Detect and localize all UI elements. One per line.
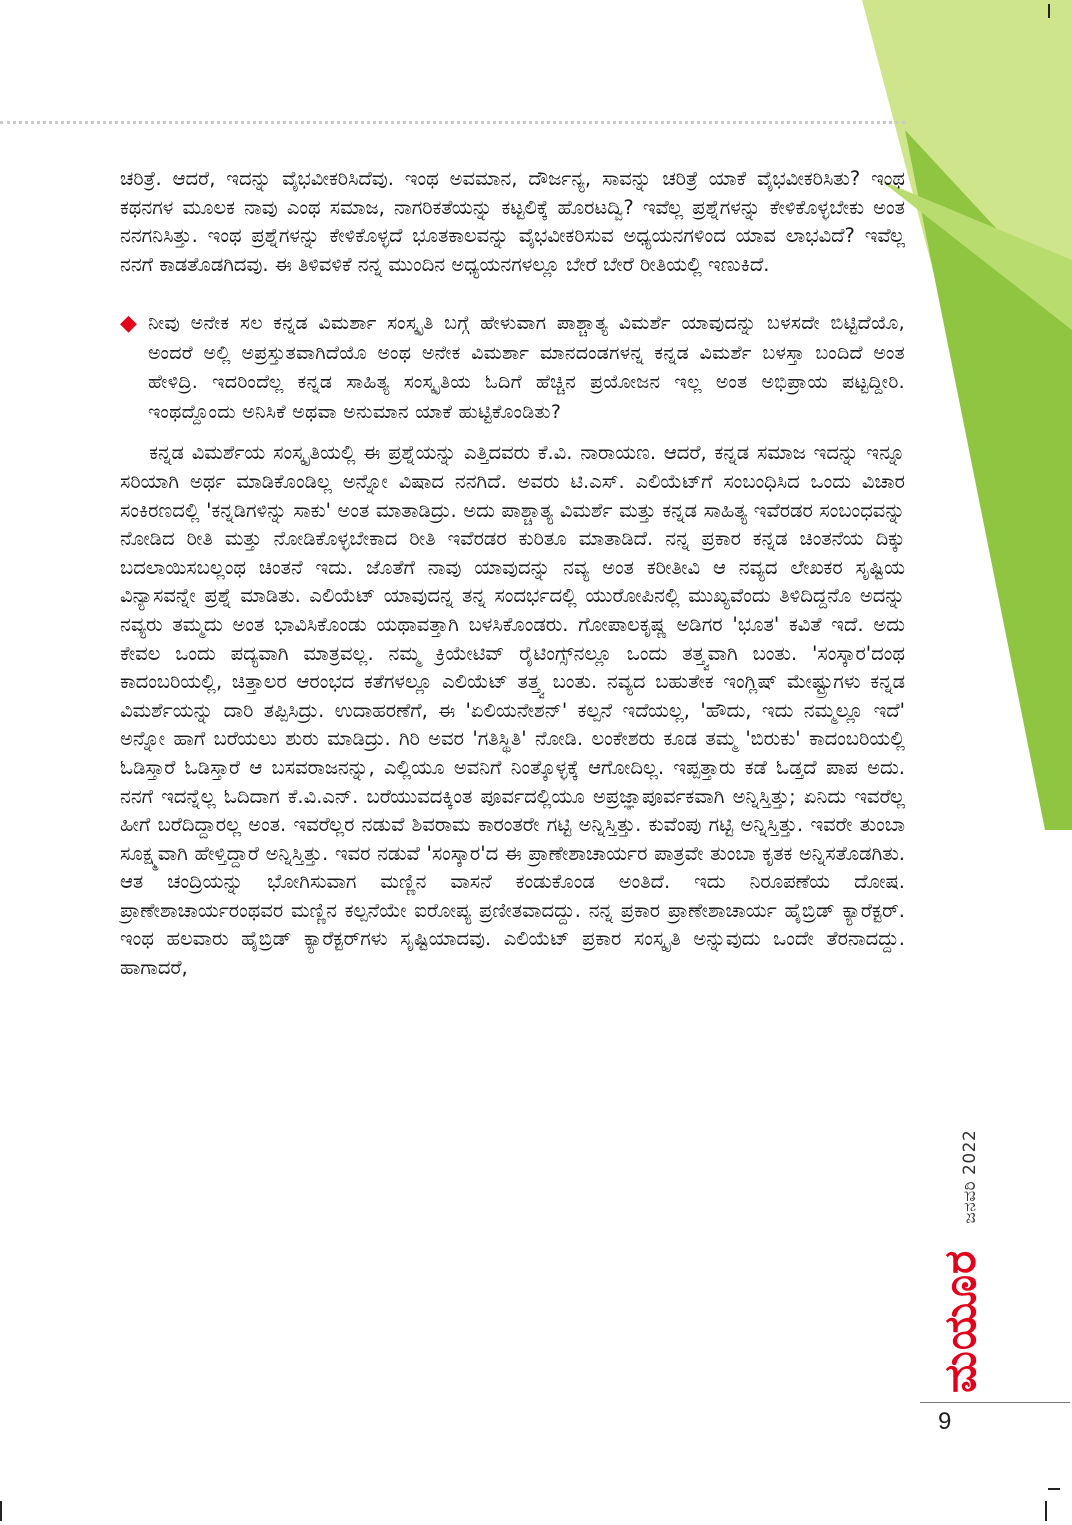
- dotted-separator: [0, 121, 905, 124]
- crop-mark: [0, 1501, 2, 1521]
- crop-mark: [1045, 1501, 1047, 1521]
- article-body: [120, 165, 905, 983]
- intro-paragraph: ಚರಿತ್ರೆ. ಆದರೆ, ಇದನ್ನು ವೈಭವೀಕರಿಸಿದೆವು. ಇಂಥ ಅವಮಾನ, ದೌರ್ಜನ್ಯ, ಸಾವನ್ನು ಚರಿತ್ರೆ ಯಾಕೆ ವೈಭವೀಕರಿಸಿತು? ಇಂಥ ಕಥನಗಳ ಮೂಲಕ ನಾವು ಎಂಥ ಸಮಾಜ, ನಾಗರಿಕತೆಯನ್ನು ಕಟ್ಟಲಿಕ್ಕೆ ಹೊರಟದ್ವಿ? ಇವೆಲ್ಲ ಪ್ರಶ್ನೆಗಳನ್ನು ಕೇಳಿಕೊಳ್ಳಬೇಕು ಅಂತ ನನಗನಿಸಿತ್ತು. ಇಂಥ ಪ್ರಶ್ನೆಗಳನ್ನು ಕೇಳಿಕೊಳ್ಳದೆ ಭೂತಕಾಲವನ್ನು ವೈಭವೀಕರಿಸುವ ಅಧ್ಯಯನಗಳಿಂದ ಯಾವ ಲಾಭವಿದೆ? ಇವೆಲ್ಲ ನನಗೆ ಕಾಡತೊಡಗಿದವು. ಈ ತಿಳಿವಳಿಕೆ ನನ್ನ ಮುಂದಿನ ಅಧ್ಯಯನಗಳಲ್ಲೂ ಬೇರೆ ಬೇರೆ ರೀತಿಯಲ್ಲಿ ಇಣುಕಿದೆ.: [120, 167, 905, 276]
- issue-date: ಜನವರಿ 2022: [960, 1129, 980, 1224]
- question-text: ನೀವು ಅನೇಕ ಸಲ ಕನ್ನಡ ವಿಮರ್ಶಾ ಸಂಸ್ಕೃತಿ ಬಗ್ಗೆ ಹೇಳುವಾಗ ಪಾಶ್ಚಾತ್ಯ ವಿಮರ್ಶೆ ಯಾವುದನ್ನು ಬಳಸದೇ ಬಿಟ್ಟಿದೆಯೊ, ಅಂದರೆ ಅಲ್ಲಿ ಅಪ್ರಸ್ತುತವಾಗಿದೆಯೊ ಅಂಥ ಅನೇಕ ವಿಮರ್ಶಾ ಮಾನದಂಡಗಳನ್ನ ಕನ್ನಡ ವಿಮರ್ಶೆ ಬಳಸ್ತಾ ಬಂದಿದೆ ಅಂತ ಹೇಳಿದ್ರಿ. ಇದರಿಂದೆಲ್ಲ ಕನ್ನಡ ಸಾಹಿತ್ಯ ಸಂಸ್ಕೃತಿಯ ಓದಿಗೆ ಹೆಚ್ಚಿನ ಪ್ರಯೋಜನ ಇಲ್ಲ ಅಂತ ಅಭಿಪ್ರಾಯ ಪಟ್ಟದ್ದೀರಿ. ಇಂಥದ್ದೊಂದು ಅನಿಸಿಕೆ ಅಥವಾ ಅನುಮಾನ ಯಾಕೆ ಹುಟ್ಟಿಕೊಂಡಿತು?: [148, 312, 905, 423]
- paragraph-gap: [120, 279, 905, 309]
- interview-question: [120, 309, 905, 427]
- answer-paragraph: ಕನ್ನಡ ವಿಮರ್ಶೆಯ ಸಂಸ್ಕೃತಿಯಲ್ಲಿ ಈ ಪ್ರಶ್ನೆಯನ್ನು ಎತ್ತಿದವರು ಕೆ.ವಿ. ನಾರಾಯಣ. ಆದರೆ, ಕನ್ನಡ ಸಮಾಜ ಇದನ್ನು ಇನ್ನೂ ಸರಿಯಾಗಿ ಅರ್ಥ ಮಾಡಿಕೊಂಡಿಲ್ಲ ಅನ್ನೋ ವಿಷಾದ ನನಗಿದೆ. ಅವರು ಟಿ.ಎಸ್. ಎಲಿಯೆಟ್‌ಗೆ ಸಂಬಂಧಿಸಿದ ಒಂದು ವಿಚಾರ ಸಂಕಿರಣದಲ್ಲಿ 'ಕನ್ನಡಿಗಳಿನ್ನು ಸಾಕು' ಅಂತ ಮಾತಾಡಿದ್ರು. ಅದು ಪಾಶ್ಚಾತ್ಯ ವಿಮರ್ಶೆ ಮತ್ತು ಕನ್ನಡ ಸಾಹಿತ್ಯ ಇವೆರಡರ ಸಂಬಂಧವನ್ನು ನೋಡಿದ ರೀತಿ ಮತ್ತು ನೋಡಿಕೊಳ್ಳಬೇಕಾದ ರೀತಿ ಇವೆರಡರ ಕುರಿತೂ ಮಾತಾಡಿದೆ. ನನ್ನ ಪ್ರಕಾರ ಕನ್ನಡ ಚಿಂತನೆಯ ದಿಕ್ಕು ಬದಲಾಯಿಸಬಲ್ಲಂಥ ಚಿಂತನೆ ಇದು. ಜೊತೆಗೆ ನಾವು ಯಾವುದನ್ನು ನವ್ಯ ಅಂತ ಕರೀತೀವಿ ಆ ನವ್ಯದ ಲೇಖಕರ ಸೃಷ್ಟಿಯ ವಿನ್ಯಾಸವನ್ನೇ ಪ್ರಶ್ನೆ ಮಾಡಿತು. ಎಲಿಯೆಟ್ ಯಾವುದನ್ನ ತನ್ನ ಸಂದರ್ಭದಲ್ಲಿ ಯುರೋಪಿನಲ್ಲಿ ಮುಖ್ಯವೆಂದು ತಿಳಿದಿದ್ದನೊ ಅದನ್ನು ನವ್ಯರು ತಮ್ಮದು ಅಂತ ಭಾವಿಸಿಕೊಂಡು ಯಥಾವತ್ತಾಗಿ ಬಳಸಿಕೊಂಡರು. ಗೋಪಾಲಕೃಷ್ಣ ಅಡಿಗರ 'ಭೂತ' ಕವಿತೆ ಇದೆ. ಅದು ಕೇವಲ ಒಂದು ಪದ್ಯವಾಗಿ ಮಾತ್ರವಲ್ಲ. ನಮ್ಮ ಕ್ರಿಯೇಟಿವ್ ರೈಟಿಂಗ್ಸ್‌ನಲ್ಲೂ ಒಂದು ತತ್ತ್ವವಾಗಿ ಬಂತು. 'ಸಂಸ್ಕಾರ'ದಂಥ ಕಾದಂಬರಿಯಲ್ಲಿ, ಚಿತ್ತಾಲರ ಆರಂಭದ ಕತೆಗಳಲ್ಲೂ ಎಲಿಯೆಟ್ ತತ್ತ್ವ ಬಂತು. ನವ್ಯದ ಬಹುತೇಕ ಇಂಗ್ಲಿಷ್ ಮೇಷ್ಟ್ರುಗಳು ಕನ್ನಡ ವಿಮರ್ಶೆಯನ್ನು ದಾರಿ ತಪ್ಪಿಸಿದ್ರು. ಉದಾಹರಣೆಗೆ, ಈ 'ಏಲಿಯನೇಶನ್' ಕಲ್ಪನೆ ಇದೆಯಲ್ಲ, 'ಹೌದು, ಇದು ನಮ್ಮಲ್ಲೂ ಇದೆ' ಅನ್ನೋ ಹಾಗೆ ಬರೆಯಲು ಶುರು ಮಾಡಿದ್ರು. ಗಿರಿ ಅವರ 'ಗತಿಸ್ಥಿತಿ' ನೋಡಿ. ಲಂಕೇಶರು ಕೂಡ ತಮ್ಮ 'ಬಿರುಕು' ಕಾದಂಬರಿಯಲ್ಲಿ ಓಡಿಸ್ತಾರೆ ಓಡಿಸ್ತಾರೆ ಆ ಬಸವರಾಜನನ್ನು, ಎಲ್ಲಿಯೂ ಅವನಿಗೆ ನಿಂತ್ಕೊಳ್ಳಕ್ಕೆ ಆಗೋದಿಲ್ಲ. ಇಪ್ಪತ್ತಾರು ಕಡೆ ಓಡ್ತದೆ ಪಾಪ ಅದು. ನನಗೆ ಇದನ್ನೆಲ್ಲ ಓದಿದಾಗ ಕೆ.ವಿ.ಎನ್. ಬರೆಯುವದಕ್ಕಿಂತ ಪೂರ್ವದಲ್ಲಿಯೂ ಅಪ್ರಜ್ಞಾಪೂರ್ವಕವಾಗಿ ಅನ್ನಿಸ್ತಿತ್ತು; ಏನಿದು ಇವರೆಲ್ಲ ಹೀಗೆ ಬರೆದಿದ್ದಾರಲ್ಲ ಅಂತ. ಇವರೆಲ್ಲರ ನಡುವೆ ಶಿವರಾಮ ಕಾರಂತರೇ ಗಟ್ಟಿ ಅನ್ನಿಸ್ತಿತ್ತು. ಕುವೆಂಪು ಗಟ್ಟಿ ಅನ್ನಿಸ್ತಿತ್ತು. ಇವರೇ ತುಂಬಾ ಸೂಕ್ಷ್ಮವಾಗಿ ಹೇಳ್ತಿದ್ದಾರೆ ಅನ್ನಿಸ್ತಿತ್ತು. ಇವರ ನಡುವೆ 'ಸಂಸ್ಕಾರ'ದ ಈ ಪ್ರಾಣೇಶಾಚಾರ್ಯರ ಪಾತ್ರವೇ ತುಂಬಾ ಕೃತಕ ಅನ್ನಿಸತೊಡಗಿತು. ಆತ ಚಂದ್ರಿಯನ್ನು ಭೋಗಿಸುವಾಗ ಮಣ್ಣಿನ ವಾಸನೆ ಕಂಡುಕೊಂಡ ಅಂತಿದೆ. ಇದು ನಿರೂಪಣೆಯ ದೋಷ. ಪ್ರಾಣೇಶಾಚಾರ್ಯರಂಥವರ ಮಣ್ಣಿನ ಕಲ್ಪನೆಯೇ ಐರೋಪ್ಯ ಪ್ರಣೀತವಾದದ್ದು. ನನ್ನ ಪ್ರಕಾರ ಪ್ರಾಣೇಶಾಚಾರ್ಯ ಹೈಬ್ರಿಡ್ ಕ್ಯಾರೆಕ್ಟರ್. ಇಂಥ ಹಲವಾರು ಹೈಬ್ರಿಡ್ ಕ್ಯಾರೆಕ್ಟರ್‌ಗಳು ಸೃಷ್ಟಿಯಾದವು. ಎಲಿಯೆಟ್ ಪ್ರಕಾರ ಸಂಸ್ಕೃತಿ ಅನ್ನುವುದು ಒಂದೇ ತೆರನಾದದ್ದು. ಹಾಗಾದರೆ,: [120, 441, 905, 980]
- page-number: 9: [938, 1408, 952, 1435]
- magazine-logo: ಮಯೂರ: [935, 1249, 986, 1393]
- crop-mark: [1048, 4, 1050, 18]
- red-diamond-icon: ◆: [120, 311, 138, 337]
- magazine-side-title: [935, 1130, 986, 1393]
- page-number-rule: [920, 1402, 1070, 1403]
- crop-mark: [1048, 1488, 1060, 1490]
